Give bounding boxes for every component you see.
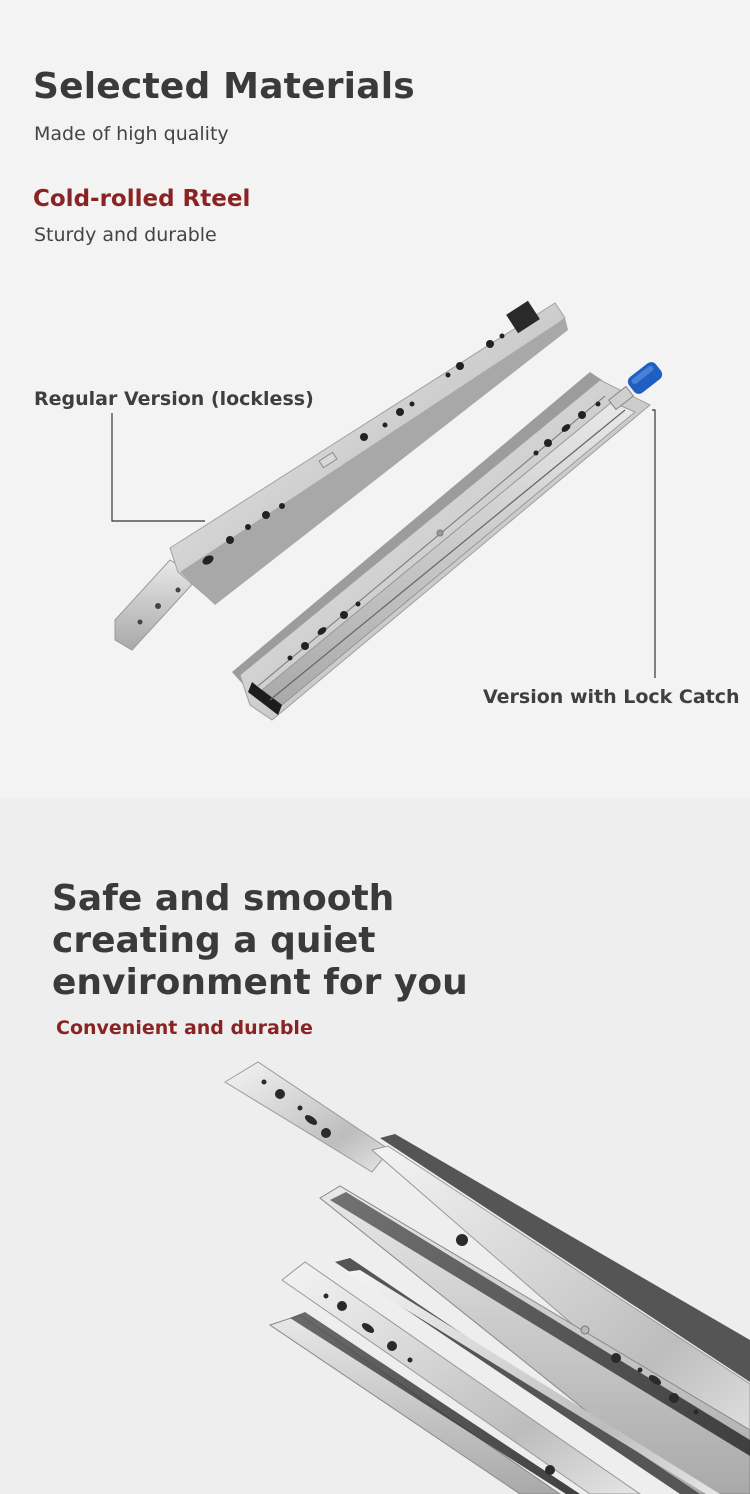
callout-left-line [112,413,205,521]
smooth-title-line: Safe and smooth [52,878,395,919]
smooth-title-line: environment for you [52,962,468,1003]
callout-lock-version: Version with Lock Catch [483,686,740,708]
callout-right-line [652,410,655,678]
closeup-slides-image [225,1062,750,1494]
section-subtitle: Made of high quality [34,123,229,145]
callout-regular-version: Regular Version (lockless) [34,388,314,410]
lock-catch-icon [625,360,664,397]
section-title: Selected Materials [33,66,415,107]
smooth-subtitle: Convenient and durable [56,1017,313,1039]
material-name: Cold-rolled Rteel [33,186,251,212]
material-description: Sturdy and durable [34,224,217,246]
smooth-title-line: creating a quiet [52,920,376,961]
